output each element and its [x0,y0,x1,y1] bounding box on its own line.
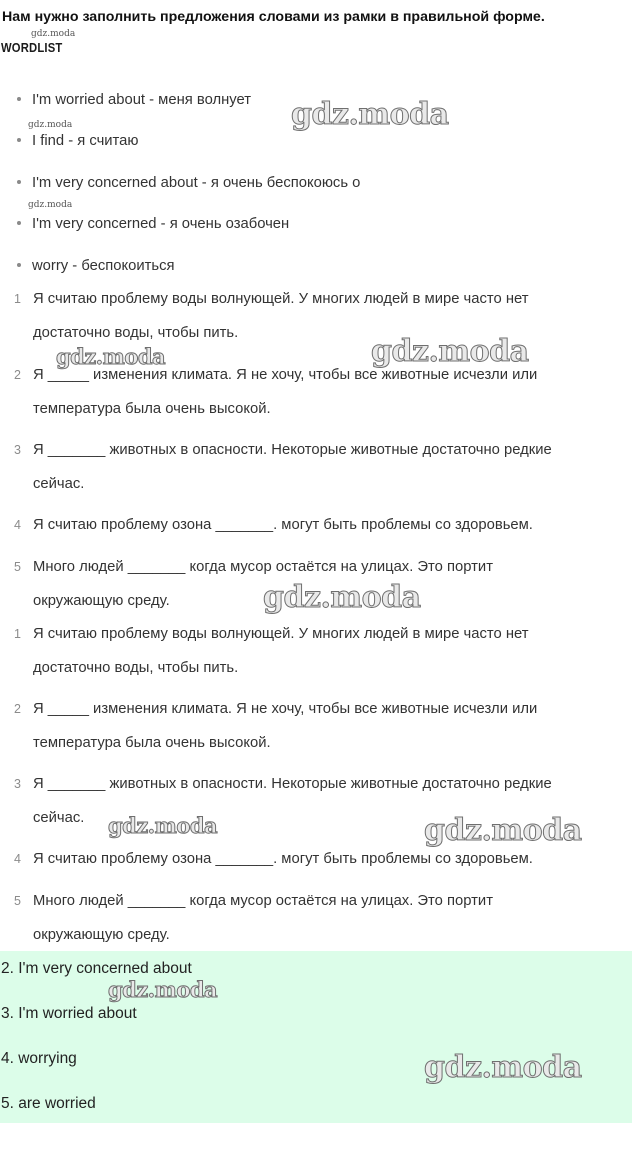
exercise-line: температура была очень высокой. [33,735,271,751]
exercise-number: 5 [14,894,21,908]
exercise-line: сейчас. [33,810,85,826]
exercise-line: Я _____ изменения климата. Я не хочу, чтобы все животные исчезли или [33,367,538,383]
exercise-number: 3 [14,443,21,457]
exercise-line: Я считаю проблему воды волнующей. У многих людей в мире часто нет [33,626,529,642]
answer-item: 4. worrying [1,1050,77,1067]
watermark-large: gdz.moda [424,813,582,848]
exercise-number: 1 [14,292,21,306]
exercise-line: достаточно воды, чтобы пить. [33,660,239,676]
bullet-dot-icon [17,97,21,101]
answer-item: 2. I'm very concerned about [1,960,192,977]
exercise-line: сейчас. [33,476,85,492]
answers-panel [0,951,632,1123]
watermark-small: gdz.moda [28,200,73,210]
wordlist-heading: WORDLIST [1,41,63,55]
watermark-large: gdz.moda [108,813,218,838]
answer-item: 3. I'm worried about [1,1005,137,1022]
exercise-line: Я _______ животных в опасности. Некоторые животные достаточно редкие [33,776,552,792]
wordlist-item-text: I'm very concerned about - я очень беспокоюсь о [32,175,361,191]
wordlist-item [17,216,289,232]
bullet-dot-icon [17,221,21,225]
watermark-large: gdz.moda [56,344,166,369]
exercise-line: окружающую среду. [33,927,170,943]
exercise-line: Много людей _______ когда мусор остаётся на улицах. Это портит [33,559,493,575]
exercise-number: 4 [14,518,21,532]
watermark-large: gdz.moda [291,97,449,132]
wordlist-item [17,133,139,149]
exercise-number: 3 [14,777,21,791]
watermark-large: gdz.moda [108,977,218,1002]
wordlist-item-text: I'm very concerned - я очень озабочен [32,216,290,232]
exercise-line: окружающую среду. [33,593,170,609]
bullet-dot-icon [17,138,21,142]
exercise-line: Я считаю проблему озона _______. могут быть проблемы со здоровьем. [33,851,533,867]
exercise-number: 2 [14,368,21,382]
wordlist-item-text: I'm worried about - меня волнует [32,92,252,108]
exercise-line: температура была очень высокой. [33,401,271,417]
bullet-dot-icon [17,263,21,267]
wordlist-item [17,92,251,108]
instruction-text: Нам нужно заполнить предложения словами из рамки в правильной форме. [2,9,545,25]
watermark-small: gdz.moda [28,120,73,130]
answer-item: 5. are worried [1,1095,96,1112]
bullet-dot-icon [17,180,21,184]
wordlist-item [17,258,175,274]
exercise-line: Много людей _______ когда мусор остаётся на улицах. Это портит [33,893,493,909]
exercise-line: Я _____ изменения климата. Я не хочу, чтобы все животные исчезли или [33,701,538,717]
watermark-large: gdz.moda [371,334,529,369]
exercise-number: 2 [14,702,21,716]
exercise-line: Я считаю проблему озона _______. могут быть проблемы со здоровьем. [33,517,533,533]
exercise-line: Я считаю проблему воды волнующей. У многих людей в мире часто нет [33,291,529,307]
wordlist-item-text: worry - беспокоиться [32,258,175,274]
wordlist-item [17,175,360,191]
exercise-number: 1 [14,627,21,641]
watermark-large: gdz.moda [424,1050,582,1085]
wordlist-item-text: I find - я считаю [32,133,139,149]
watermark-large: gdz.moda [263,580,421,615]
exercise-number: 4 [14,852,21,866]
exercise-line: Я _______ животных в опасности. Некоторые животные достаточно редкие [33,442,552,458]
watermark-small: gdz.moda [31,29,76,39]
exercise-number: 5 [14,560,21,574]
exercise-line: достаточно воды, чтобы пить. [33,325,239,341]
